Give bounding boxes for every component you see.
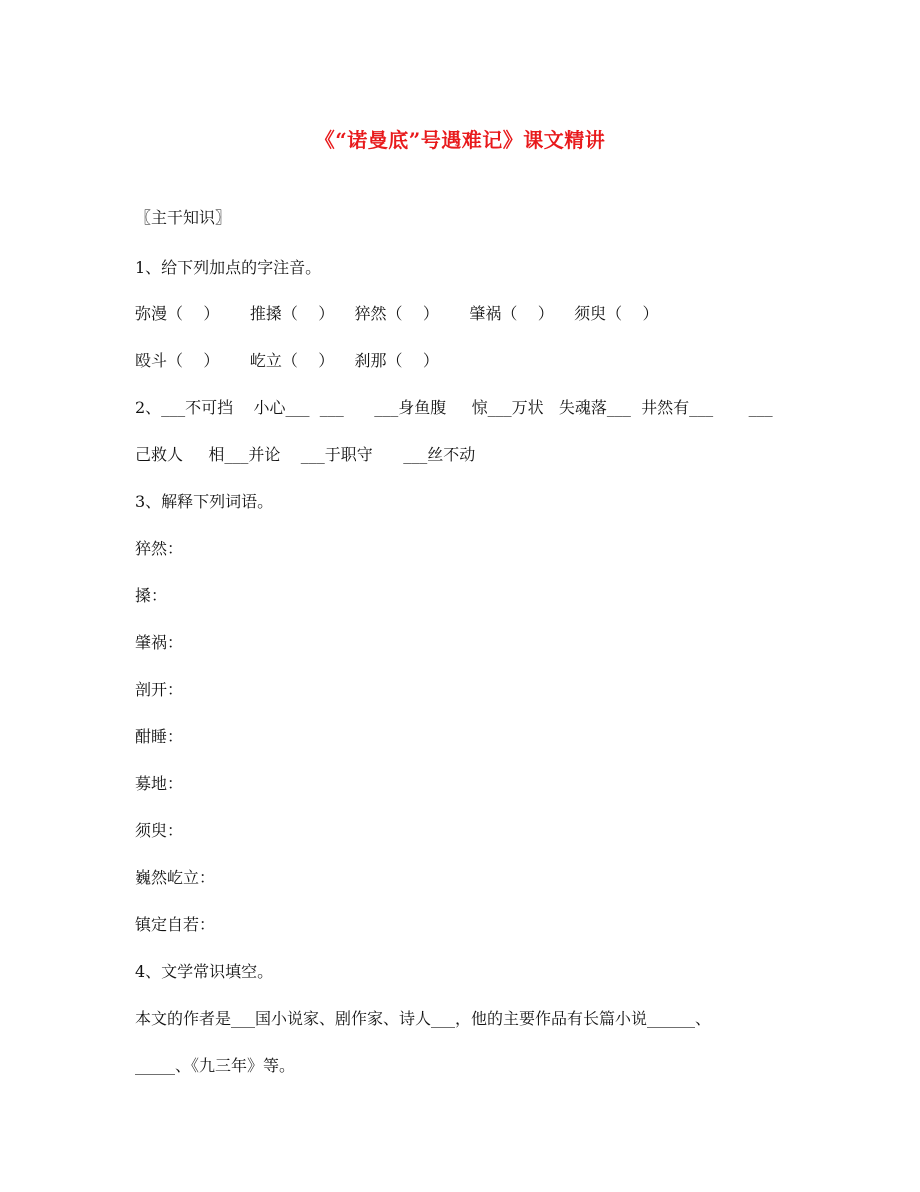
question-1-prompt: 1、给下列加点的字注音。 <box>135 258 322 277</box>
term-item: 肇祸： <box>135 633 184 652</box>
question-2-row-2: 己救人 相___并论 ___于职守 ___丝不动 <box>135 445 476 464</box>
term-item: 猝然： <box>135 539 184 558</box>
term-item: 酣睡： <box>135 727 184 746</box>
term-item: 须臾： <box>135 821 184 840</box>
question-2-row-1: 2、___不可挡 小心___ ___ ___身鱼腹 惊___万状 失魂落___ 井然有___ ___ <box>135 398 773 417</box>
term-item: 镇定自若： <box>135 915 216 934</box>
question-4-row-2: _____、《九三年》等。 <box>135 1056 296 1075</box>
question-3-prompt: 3、解释下列词语。 <box>135 492 274 511</box>
term-item: 剖开： <box>135 680 184 699</box>
term-item: 募地： <box>135 774 184 793</box>
question-4-prompt: 4、文学常识填空。 <box>135 962 274 981</box>
term-item: 搡： <box>135 586 168 605</box>
term-item: 巍然屹立： <box>135 868 216 887</box>
question-1-row-1: 弥漫（ ） 推搡（ ） 猝然（ ） 肇祸（ ） 须臾（ ） <box>135 304 659 323</box>
document-title: 《“诺曼底”号遇难记》课文精讲 <box>314 128 606 152</box>
question-1-row-2: 殴斗（ ） 屹立（ ） 刹那（ ） <box>135 351 439 370</box>
section-header: 〖主干知识〗 <box>135 208 232 227</box>
question-4-row-1: 本文的作者是___国小说家、剧作家、诗人___，他的主要作品有长篇小说______、 <box>135 1009 712 1028</box>
